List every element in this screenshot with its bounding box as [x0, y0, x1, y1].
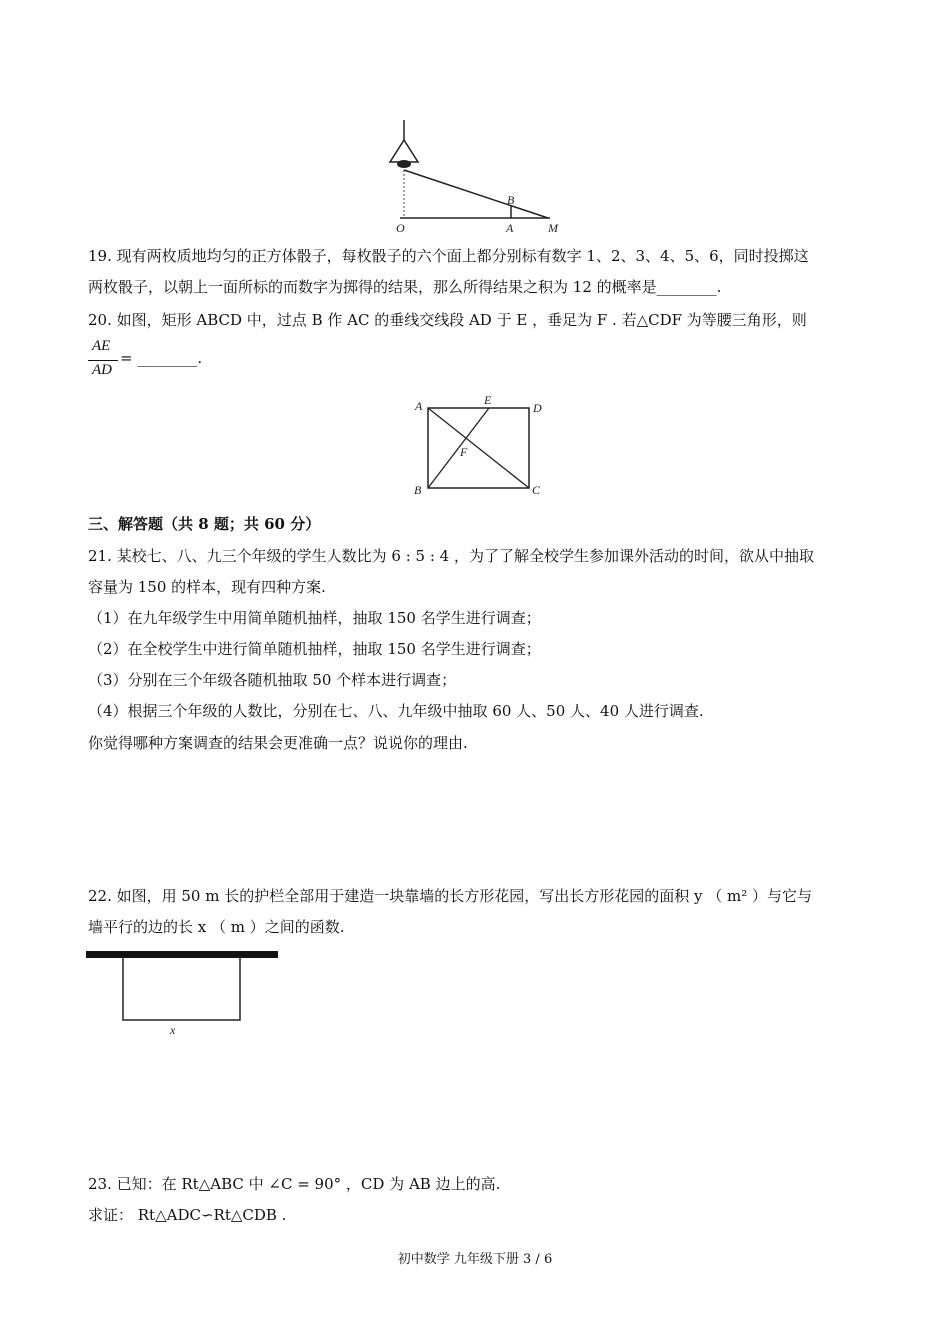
q21-option2: （2）在全校学生中进行简单随机抽样，抽取 150 名学生进行调查；	[88, 640, 541, 658]
q21-option3: （3）分别在三个年级各随机抽取 50 个样本进行调查；	[88, 671, 457, 689]
q21-option4: （4）根据三个年级的人数比，分别在七、八、九年级中抽取 60 人、50 人、40 人进行调查.	[88, 702, 704, 720]
label-a2: A	[415, 399, 423, 413]
label-e: E	[484, 393, 492, 407]
label-a: A	[506, 221, 514, 235]
label-b: B	[507, 193, 515, 207]
fraction-denominator: AD	[92, 362, 112, 378]
label-b2: B	[414, 483, 422, 497]
q19-line1: 19. 现有两枚质地均匀的正方体骰子，每枚骰子的六个面上都分别标有数字 1、2、3、4、5、6，同时投掷这	[88, 247, 809, 265]
label-f: F	[460, 445, 468, 459]
label-d: D	[533, 401, 542, 415]
fraction-equals-blank: = ________.	[120, 349, 203, 367]
label-m: M	[548, 221, 558, 235]
section3-heading: 三、解答题（共 8 题；共 60 分）	[88, 515, 321, 533]
q21-option1: （1）在九年级学生中用简单随机抽样，抽取 150 名学生进行调查；	[88, 609, 541, 627]
fraction-bar	[88, 360, 118, 361]
garden-figure	[84, 948, 284, 1040]
label-x: x	[170, 1023, 176, 1037]
q22-line1: 22. 如图，用 50 m 长的护栏全部用于建造一块靠墙的长方形花园，写出长方形花园的面积 y （ m² ）与它与	[88, 887, 813, 905]
q23-line1: 23. 已知：在 Rt△ABC 中 ∠C = 90° ，CD 为 AB 边上的高.	[88, 1175, 501, 1193]
rectangle-figure	[405, 390, 555, 500]
q21-line1: 21. 某校七、八、九三个年级的学生人数比为 6 : 5 : 4 ，为了了解全校学生参加课外活动的时间，欲从中抽取	[88, 547, 814, 565]
lamp-shadow-figure	[380, 118, 560, 236]
q23-line2: 求证： Rt△ADC∽Rt△CDB .	[88, 1206, 287, 1224]
label-c: C	[532, 483, 541, 497]
q20-line1: 20. 如图，矩形 ABCD 中，过点 B 作 AC 的垂线交线段 AD 于 E ，垂足为 F . 若△CDF 为等腰三角形，则	[88, 311, 807, 329]
page-footer: 初中数学 九年级下册 3 / 6	[397, 1252, 553, 1267]
label-o: O	[396, 221, 405, 235]
q21-line2: 容量为 150 的样本，现有四种方案.	[88, 578, 326, 596]
q21-question: 你觉得哪种方案调查的结果会更准确一点？说说你的理由.	[88, 734, 468, 752]
q19-line2: 两枚骰子，以朝上一面所标的而数字为掷得的结果，那么所得结果之积为 12 的概率是________.	[88, 278, 722, 296]
fraction-numerator: AE	[92, 338, 111, 354]
q22-line2: 墙平行的边的长 x （ m ）之间的函数.	[88, 918, 345, 936]
